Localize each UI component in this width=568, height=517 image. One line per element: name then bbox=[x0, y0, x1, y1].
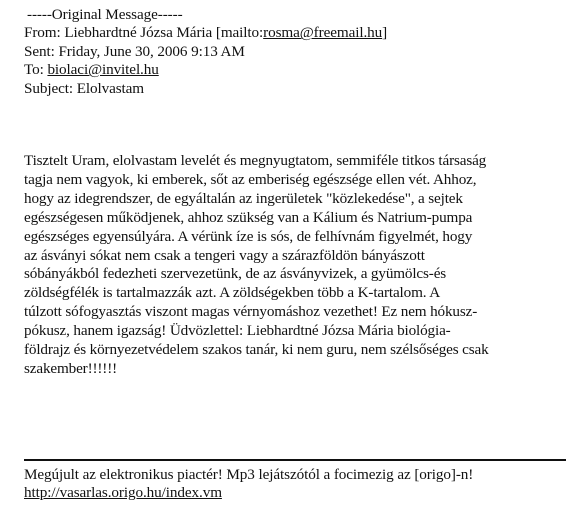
footer-promo-text: Megújult az elektronikus piactér! Mp3 lejátszótól a focimezig az [origo]-n! bbox=[24, 465, 474, 483]
body-line: pókusz, hanem igazság! Üdvözlettel: Liebhardtné Józsa Mária biológia- bbox=[24, 322, 451, 340]
mailto-prefix: [mailto: bbox=[215, 24, 264, 42]
mailto-suffix: ] bbox=[382, 24, 388, 42]
body-line: egészséges egyensúlyára. A vérünk íze is sós, de felhívnám figyelmét, hogy bbox=[24, 227, 473, 245]
original-message-separator: -----Original Message----- bbox=[27, 6, 183, 23]
body-line: túlzott sófogyasztás viszont magas vérnyomáshoz vezethet! Ez nem hókusz- bbox=[24, 303, 478, 321]
subject-row bbox=[24, 80, 564, 98]
email-body bbox=[24, 152, 564, 379]
to-label: To: bbox=[24, 61, 44, 79]
to-email-link[interactable]: biolaci@invitel.hu bbox=[47, 61, 159, 79]
to-row bbox=[24, 61, 564, 79]
footer-promo-link[interactable]: http://vasarlas.origo.hu/index.vm bbox=[24, 484, 222, 502]
body-line: sóbányákból fedezheti szervezetünk, de az ásványvizek, a gyümölcs-és bbox=[24, 265, 447, 283]
body-line: hogy az idegrendszer, de egyáltalán az ingerületek "közlekedése", a sejtek bbox=[24, 189, 463, 207]
footer-divider bbox=[24, 459, 566, 461]
body-line: egészségesen működjenek, ahhoz szükség van a Kálium és Natrium-pumpa bbox=[24, 208, 473, 226]
from-label: From: bbox=[24, 24, 61, 42]
email-header bbox=[24, 6, 564, 98]
sent-label: Sent: bbox=[24, 42, 55, 60]
body-line: zöldségfélék is tartalmazzák azt. A zöldségekben több a K-tartalom. A bbox=[24, 284, 441, 302]
body-line: Tisztelt Uram, elolvastam levelét és megnyugtatom, semmiféle titkos társaság bbox=[24, 152, 487, 169]
email-footer bbox=[24, 459, 566, 503]
subject-value: Elolvastam bbox=[76, 79, 145, 97]
sent-value: Friday, June 30, 2006 9:13 AM bbox=[58, 42, 245, 60]
from-name: Liebhardtné Józsa Mária bbox=[64, 24, 213, 42]
body-line: az ásványi sókat nem csak a tengeri vagy a szárazföldön bányászott bbox=[24, 246, 425, 264]
from-email-link[interactable]: rosma@freemail.hu bbox=[263, 24, 383, 42]
subject-label: Subject: bbox=[24, 79, 73, 97]
sent-row bbox=[24, 43, 564, 61]
body-line: földrajz és környezetvédelem szakos tanár, ki nem guru, nem szélsőséges csak bbox=[24, 341, 489, 359]
from-row bbox=[24, 24, 564, 42]
body-line: szakember!!!!!! bbox=[24, 359, 118, 377]
body-line: tagja nem vagyok, ki emberek, sőt az emberiség egészsége ellen vét. Ahhoz, bbox=[24, 170, 477, 188]
